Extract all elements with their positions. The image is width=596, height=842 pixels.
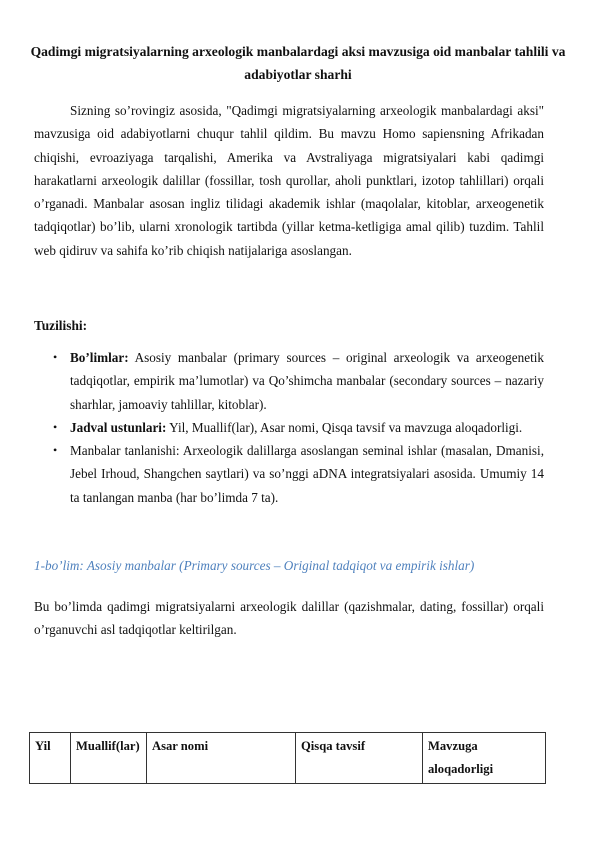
list-item xyxy=(34,416,544,439)
column-header-description: Qisqa tavsif xyxy=(296,733,423,784)
list-item xyxy=(34,346,544,416)
column-header-year: Yil xyxy=(30,733,71,784)
column-header-relevance: Mavzuga aloqadorligi xyxy=(423,733,546,784)
structure-heading: Tuzilishi: xyxy=(34,318,88,333)
structure-list xyxy=(34,346,544,509)
sources-table xyxy=(29,732,546,784)
list-item-text: Manbalar tanlanishi: Arxeologik dalillarga asoslangan seminal ishlar (masalan, Dmanisi, Jebel Irhoud, Shangchen saytlari) va so’nggi aDNA integratsiyalari asosida. Umumiy 14 ta tanlangan manba (har bo’limda 7 ta). xyxy=(70,443,544,505)
bullet-icon: • xyxy=(53,350,58,364)
intro-paragraph: Sizning so’rovingiz asosida, "Qadimgi migratsiyalarning arxeologik manbalardagi aksi" mavzusiga oid adabiyotlarni chuqur tahlil qildim. Bu mavzu Homo sapiensning Afrikadan chiqishi, evroaziyaga tarqalishi, Amerika va Avstraliyaga migratsiyalari kabi qadimgi harakatlarni arxeologik dalillar (fossillar, tosh qurollar, aholi punktlari, izotop tahlillari) orqali o’rganadi. Manbalar asosan ingliz tilidagi akademik ishlar (maqolalar, kitoblar, arxeogenetik tadqiqotlar) bo’lib, ularni xronologik tartibda (yillar ketma-ketligiga amal qilib) tuzdim. Tahlil web qidiruv va sahifa ko’rib chiqish natijalariga asoslangan. xyxy=(34,103,544,258)
bullet-icon: • xyxy=(53,443,58,458)
column-header-authors: Muallif(lar) xyxy=(71,733,147,784)
bullet-icon: • xyxy=(53,419,58,434)
section-1-intro: Bu bo’limda qadimgi migratsiyalarni arxeologik dalillar (qazishmalar, dating, fossillar) orqali o’rganuvchi asl tadqiqotlar keltirilgan. xyxy=(34,599,544,638)
table-header-row xyxy=(30,733,546,784)
document-title: Qadimgi migratsiyalarning arxeologik manbalardagi aksi mavzusiga oid manbalar tahlili va adabiyotlar sharhi xyxy=(30,44,566,82)
list-item-label: Jadval ustunlari: xyxy=(70,419,167,435)
section-1-heading: 1-bo’lim: Asosiy manbalar (Primary sources – Original tadqiqot va empirik ishlar) xyxy=(34,558,475,573)
column-header-title: Asar nomi xyxy=(147,733,296,784)
list-item-label: Bo’limlar: xyxy=(70,350,129,365)
list-item-text: Asosiy manbalar (primary sources – original arxeologik va arxeogenetik tadqiqotlar, empirik ma’lumotlar) va Qo’shimcha manbalar (secondary sources – nazariy sharhlar, jamoaviy tahlillar, kitoblar). xyxy=(70,350,544,412)
list-item-text: Yil, Muallif(lar), Asar nomi, Qisqa tavsif va mavzuga aloqadorligi. xyxy=(166,419,523,435)
list-item xyxy=(34,439,544,509)
